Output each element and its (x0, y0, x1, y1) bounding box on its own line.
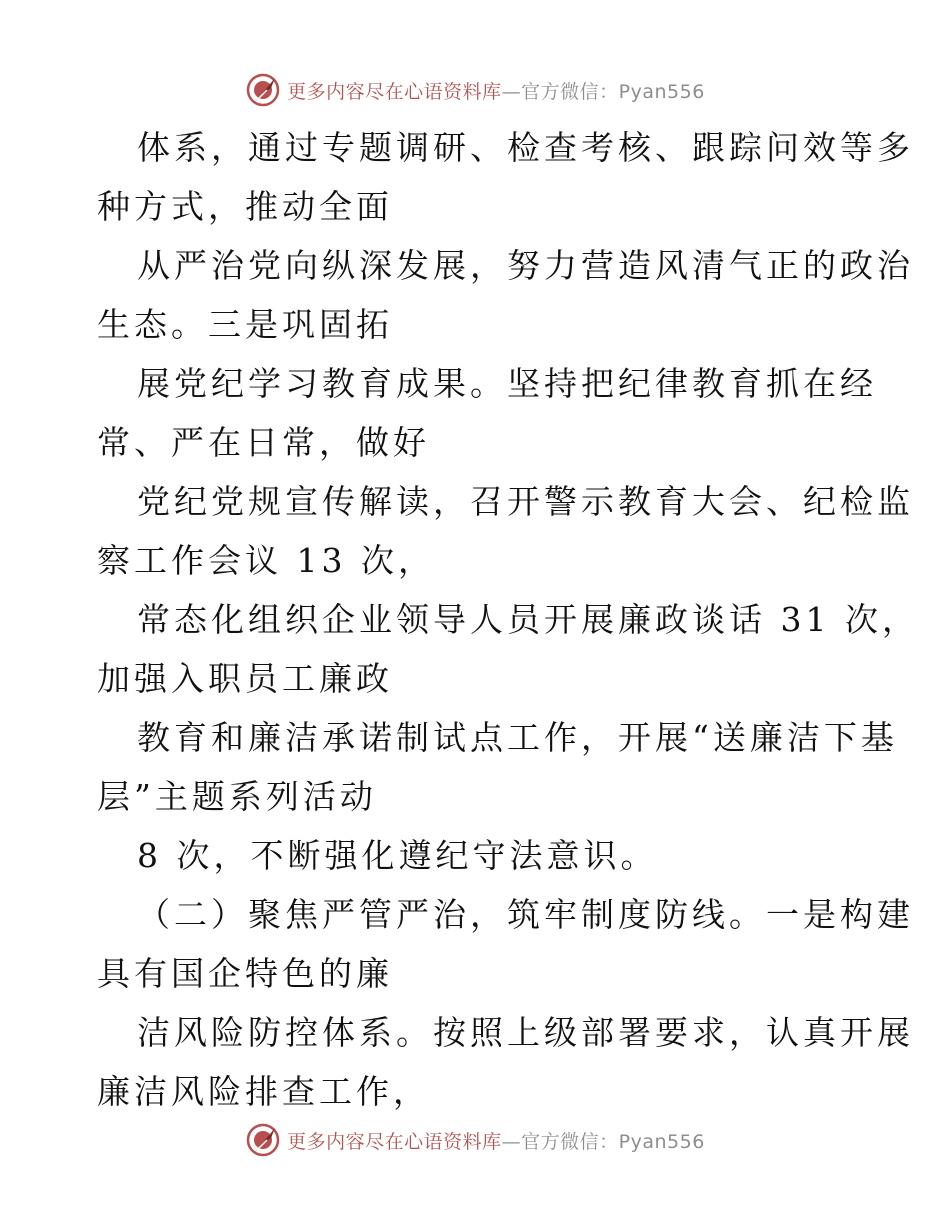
body-line: 党纪党规宣传解读，召开警示教育大会、纪检监 (137, 482, 914, 521)
watermark-site: 更多内容尽在心语资料库 (287, 1130, 502, 1153)
body-line: 体系，通过专题调研、检查考核、跟踪问效等多 (137, 128, 914, 167)
body-line: 生态。三是巩固拓 (97, 305, 393, 344)
quill-logo-icon (245, 72, 281, 108)
body-line: 种方式，推动全面 (97, 187, 393, 226)
header-watermark (0, 68, 950, 112)
watermark-wechat: 官方微信：Pyan556 (521, 80, 705, 103)
watermark-site: 更多内容尽在心语资料库 (287, 80, 502, 103)
body-line: 察工作会议 13 次， (97, 541, 435, 580)
body-line: 展党纪学习教育成果。坚持把纪律教育抓在经 (137, 364, 877, 403)
body-line: 洁风险防控体系。按照上级部署要求，认真开展 (137, 1013, 914, 1052)
body-line: 教育和廉洁承诺制试点工作，开展“送廉洁下基 (137, 718, 898, 757)
document-body (97, 118, 919, 1121)
watermark-dash: — (501, 1130, 522, 1153)
watermark-text (287, 1127, 705, 1154)
body-line: 8 次，不断强化遵纪守法意识。 (137, 836, 658, 875)
quill-logo-icon (245, 1122, 281, 1158)
watermark-text (287, 77, 705, 104)
body-line: 层”主题系列活动 (97, 777, 377, 816)
body-line: 从严治党向纵深发展，努力营造风清气正的政治 (137, 246, 914, 285)
watermark-wechat: 官方微信：Pyan556 (521, 1130, 705, 1153)
body-line: 具有国企特色的廉 (97, 954, 393, 993)
body-line: 廉洁风险排查工作， (97, 1072, 430, 1111)
footer-watermark (0, 1118, 950, 1162)
body-line: 常、严在日常，做好 (97, 423, 430, 462)
body-line: 常态化组织企业领导人员开展廉政谈话 31 次， (137, 600, 919, 639)
watermark-dash: — (501, 80, 522, 103)
body-line: （二）聚焦严管严治，筑牢制度防线。一是构建 (137, 895, 914, 934)
body-line: 加强入职员工廉政 (97, 659, 393, 698)
